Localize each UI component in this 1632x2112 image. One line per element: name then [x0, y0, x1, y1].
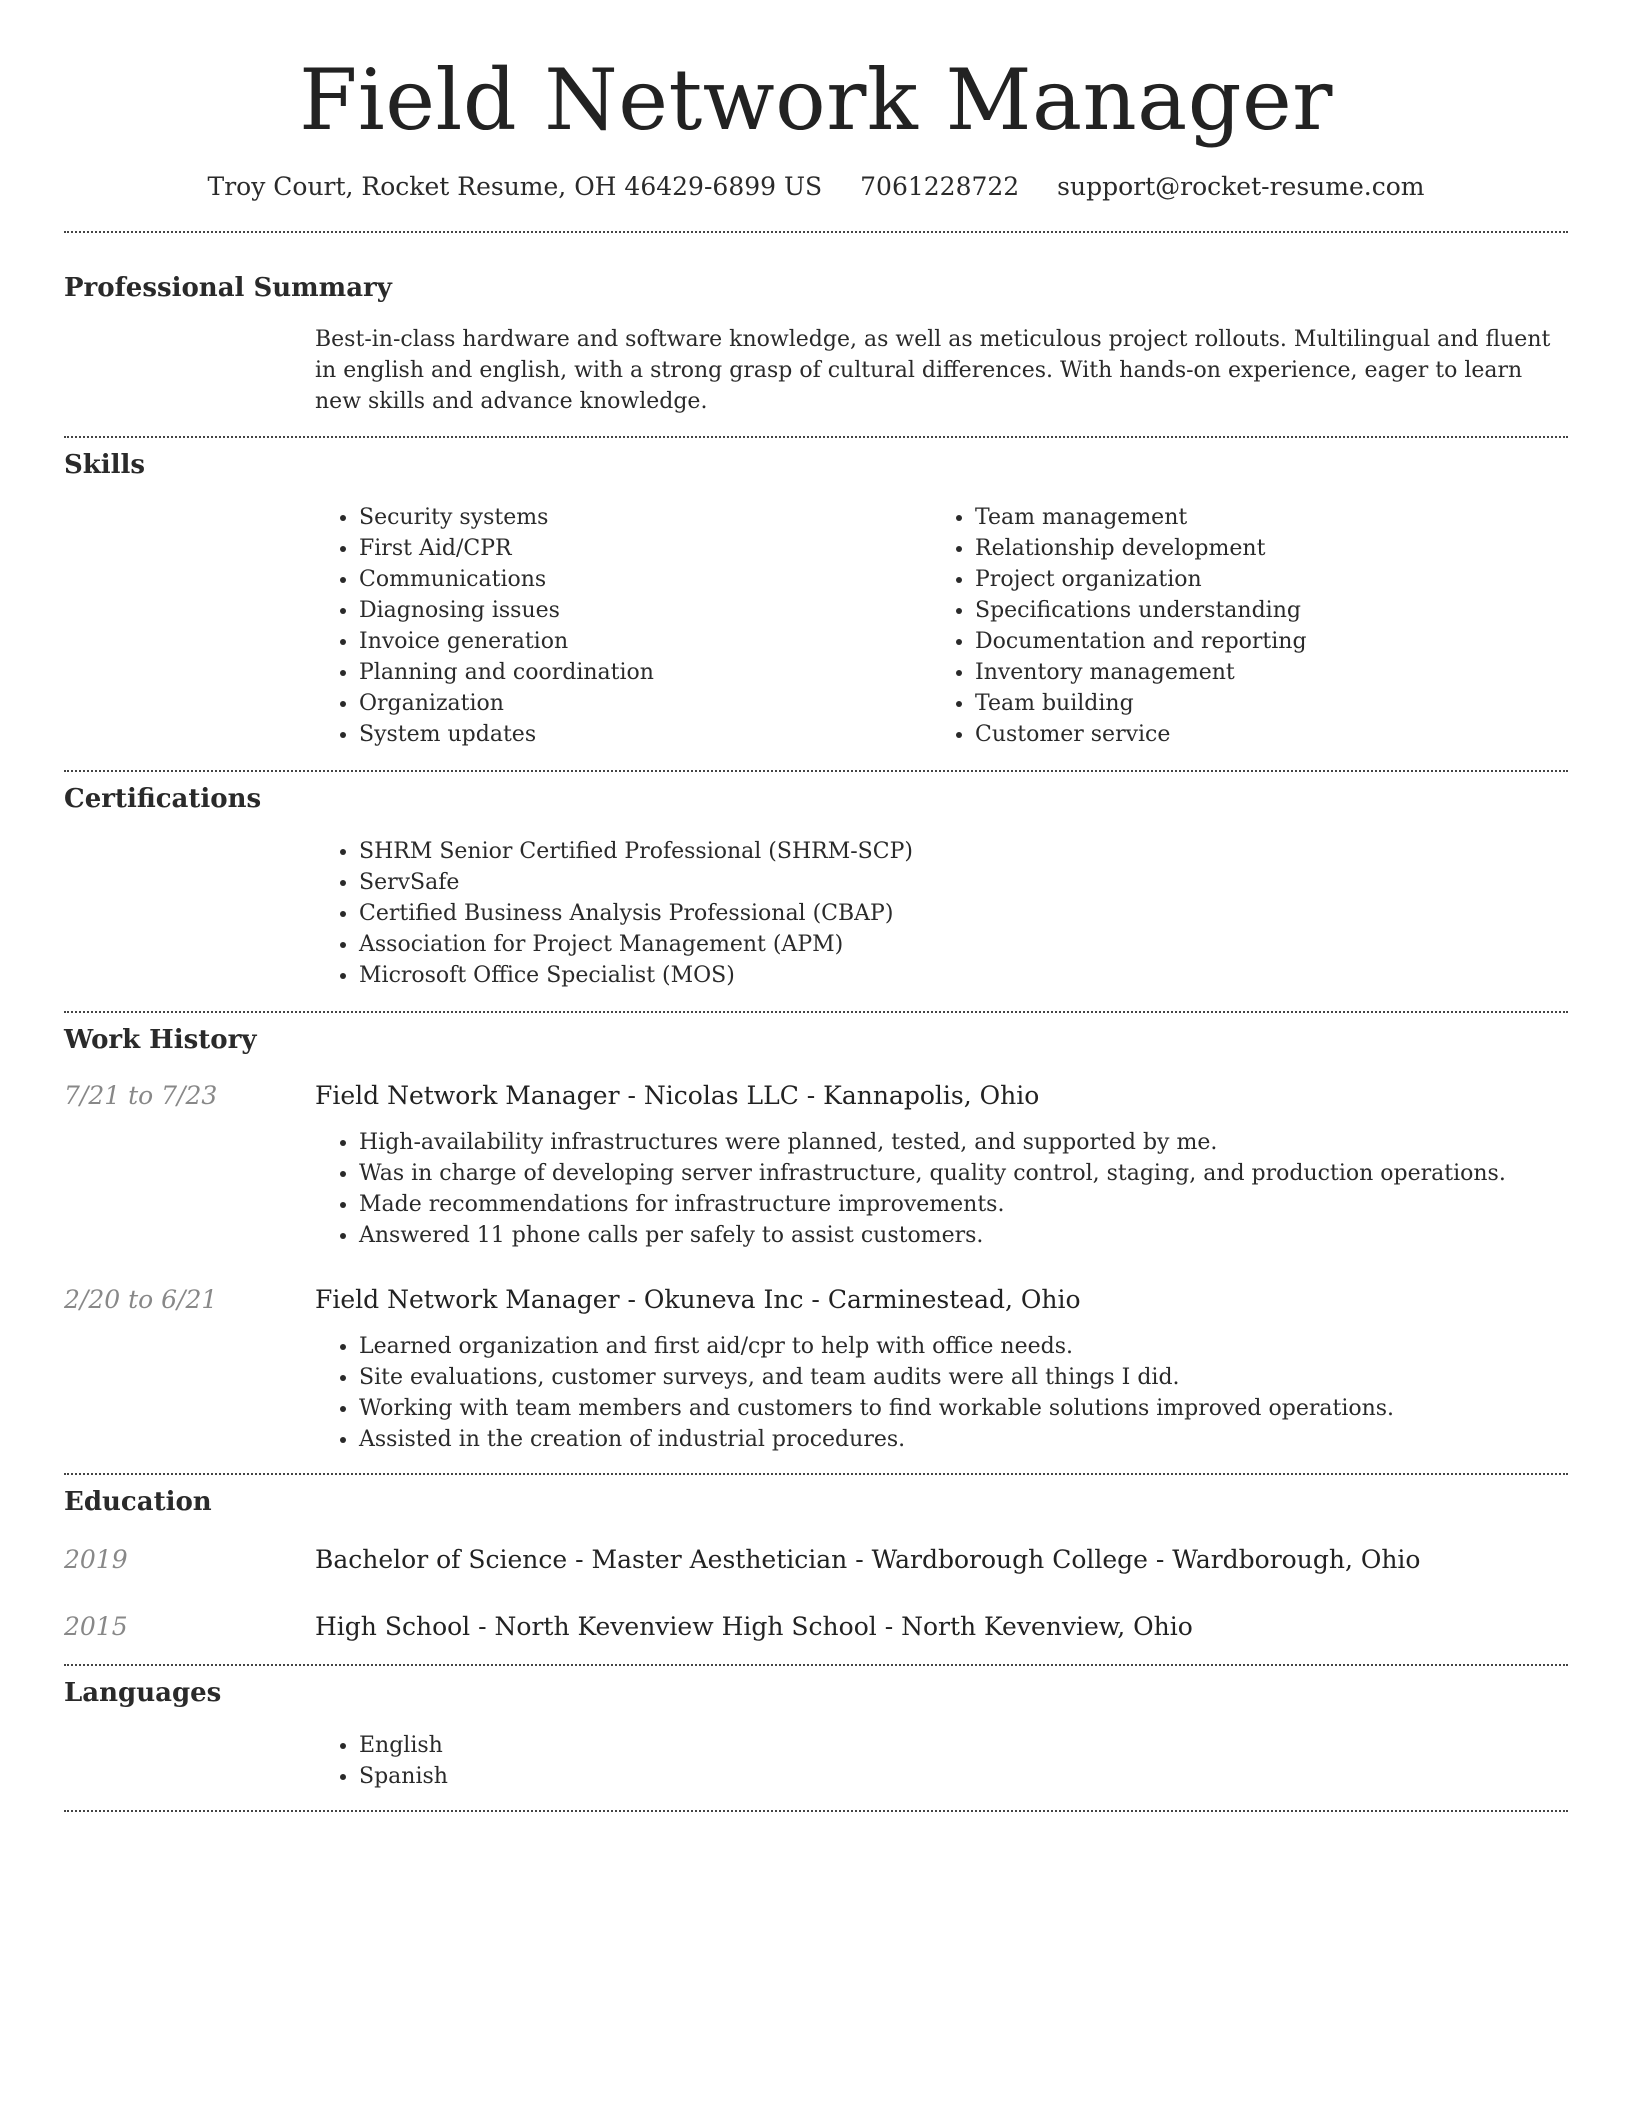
- contact-line: [64, 170, 1568, 204]
- certifications-title: Certifications: [64, 784, 262, 814]
- language-item: • Spanish: [359, 1761, 1568, 1792]
- job-bullet-list: [315, 1331, 1568, 1455]
- job-bullet: • Site evaluations, customer surveys, and team audits were all things I did.: [359, 1362, 1568, 1393]
- work-title: Work History: [64, 1025, 257, 1055]
- job-header: [64, 1079, 1568, 1113]
- skill-item: • Specifications understanding: [975, 595, 1547, 626]
- divider: [64, 1473, 1568, 1475]
- divider: [64, 1664, 1568, 1666]
- certification-item: • Microsoft Office Specialist (MOS): [359, 960, 1568, 991]
- skill-item: • System updates: [359, 719, 931, 750]
- skills-list-left: [315, 502, 931, 750]
- skill-item: • First Aid/CPR: [359, 533, 931, 564]
- job-bullet: • Answered 11 phone calls per safely to assist customers.: [359, 1220, 1568, 1251]
- job-bullets: [315, 1331, 1568, 1455]
- summary-title: Professional Summary: [64, 273, 392, 303]
- divider: [64, 1810, 1568, 1812]
- skill-item: • Customer service: [975, 719, 1547, 750]
- education-entry: [64, 1543, 1568, 1577]
- job-bullet: • Working with team members and customers to find workable solutions improved operations.: [359, 1393, 1568, 1424]
- job-header: [64, 1283, 1568, 1317]
- certification-item: • ServSafe: [359, 867, 1568, 898]
- resume-name: Field Network Manager: [299, 51, 1333, 149]
- contact-address: Troy Court, Rocket Resume, OH 46429-6899 US: [207, 172, 823, 201]
- divider: [64, 231, 1568, 233]
- contact-phone: 7061228722: [860, 172, 1020, 201]
- job-dates: 2/20 to 6/21: [64, 1285, 218, 1314]
- education-title: Education: [64, 1487, 212, 1517]
- summary-content: [315, 324, 1568, 417]
- skills-content: [315, 502, 1568, 750]
- summary-text: Best-in-class hardware and software knowledge, as well as meticulous project rollouts. Multilingual and fluent in english and english, with a strong grasp of cultural differences. With hands-on experience, eager to learn new skills and advance knowledge.: [315, 327, 1551, 414]
- education-degree: High School - North Kevenview High School - North Kevenview, Ohio: [315, 1612, 1193, 1641]
- skill-item: • Team building: [975, 688, 1547, 719]
- skills-section: [64, 448, 1568, 750]
- certification-item: • SHRM Senior Certified Professional (SHRM-SCP): [359, 836, 1568, 867]
- job-bullet: • Was in charge of developing server infrastructure, quality control, staging, and production operations.: [359, 1158, 1568, 1189]
- job-bullet: • Learned organization and first aid/cpr to help with office needs.: [359, 1331, 1568, 1362]
- job-entry: [64, 1283, 1568, 1455]
- education-section: [64, 1485, 1568, 1644]
- contact-email: support@rocket-resume.com: [1057, 172, 1425, 201]
- job-bullet: • Assisted in the creation of industrial procedures.: [359, 1424, 1568, 1455]
- language-item: • English: [359, 1730, 1568, 1761]
- skill-item: • Documentation and reporting: [975, 626, 1547, 657]
- job-bullet-list: [315, 1127, 1568, 1251]
- languages-section: [64, 1676, 1568, 1792]
- job-dates: 7/21 to 7/23: [64, 1081, 218, 1110]
- skill-item: • Planning and coordination: [359, 657, 931, 688]
- education-year: 2019: [64, 1545, 128, 1574]
- certifications-list: [315, 836, 1568, 991]
- job-bullets: [315, 1127, 1568, 1251]
- job-title: Field Network Manager - Okuneva Inc - Carminestead, Ohio: [315, 1285, 1081, 1314]
- divider: [64, 1011, 1568, 1013]
- skill-item: • Inventory management: [975, 657, 1547, 688]
- education-degree: Bachelor of Science - Master Aesthetician - Wardborough College - Wardborough, Ohio: [315, 1545, 1421, 1574]
- skill-item: • Project organization: [975, 564, 1547, 595]
- education-year: 2015: [64, 1612, 128, 1641]
- skill-item: • Invoice generation: [359, 626, 931, 657]
- work-section: [64, 1023, 1568, 1455]
- education-entry: [64, 1610, 1568, 1644]
- job-bullet: • High-availability infrastructures were planned, tested, and supported by me.: [359, 1127, 1568, 1158]
- certification-item: • Certified Business Analysis Professional (CBAP): [359, 898, 1568, 929]
- skill-item: • Relationship development: [975, 533, 1547, 564]
- certifications-content: [315, 836, 1568, 991]
- job-title: Field Network Manager - Nicolas LLC - Kannapolis, Ohio: [315, 1081, 1040, 1110]
- divider: [64, 436, 1568, 438]
- skill-item: • Diagnosing issues: [359, 595, 931, 626]
- skill-item: • Team management: [975, 502, 1547, 533]
- languages-list: [315, 1730, 1568, 1792]
- job-entry: [64, 1079, 1568, 1251]
- skill-item: • Organization: [359, 688, 931, 719]
- summary-section: [64, 271, 1568, 417]
- divider: [64, 770, 1568, 772]
- certifications-section: [64, 782, 1568, 991]
- skills-title: Skills: [64, 450, 146, 480]
- languages-content: [315, 1730, 1568, 1792]
- languages-title: Languages: [64, 1678, 222, 1708]
- skill-item: • Security systems: [359, 502, 931, 533]
- job-bullet: • Made recommendations for infrastructure improvements.: [359, 1189, 1568, 1220]
- certification-item: • Association for Project Management (APM): [359, 929, 1568, 960]
- skill-item: • Communications: [359, 564, 931, 595]
- skills-list-right: [931, 502, 1547, 750]
